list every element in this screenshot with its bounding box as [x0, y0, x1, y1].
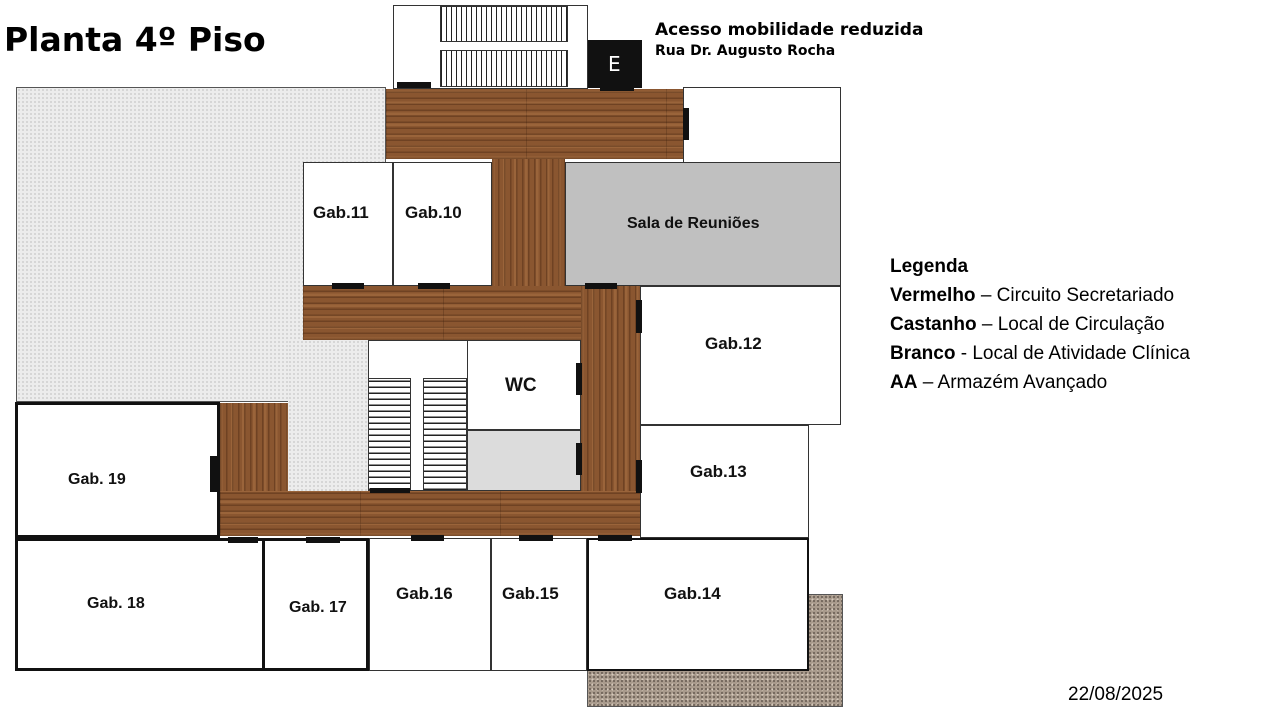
legend-text: Circuito Secretariado	[996, 285, 1175, 306]
courtyard-inner	[288, 340, 368, 492]
legend-key: AA	[890, 372, 918, 393]
label-wc: WC	[505, 375, 537, 396]
legend-text: Armazém Avançado	[937, 372, 1108, 393]
door-gab12	[636, 300, 642, 333]
room-gab14	[587, 538, 809, 671]
door-gab10	[418, 283, 450, 289]
door-gab13	[636, 460, 642, 493]
door-center-stairs	[370, 488, 410, 493]
label-gab10: Gab.10	[405, 203, 462, 222]
room-gab16	[369, 538, 491, 671]
room-gab11	[303, 162, 393, 286]
door-gab18	[228, 537, 258, 543]
top-stairs-lower	[440, 50, 568, 87]
label-gab18: Gab. 18	[87, 595, 145, 612]
legend-sep: –	[917, 372, 938, 393]
label-gab17: Gab. 17	[289, 599, 347, 616]
elevator-label: E	[608, 52, 621, 76]
legend-key: Vermelho	[890, 285, 976, 306]
page-title: Planta 4º Piso	[4, 20, 266, 59]
door-gab16	[411, 535, 444, 541]
door-gab15	[519, 535, 553, 541]
legend-sep: -	[955, 343, 973, 364]
access-line1: Acesso mobilidade reduzida	[655, 20, 924, 40]
corridor-bottom	[220, 491, 640, 536]
legend-item-vermelho	[890, 285, 1174, 307]
legend-key: Castanho	[890, 314, 977, 335]
door-stairwell	[397, 82, 431, 88]
label-gab16: Gab.16	[396, 584, 453, 603]
legend-text: Local de Circulação	[997, 314, 1165, 335]
legend-item-branco	[890, 343, 1190, 365]
date-label: 22/08/2025	[1068, 684, 1164, 705]
door-wc	[576, 363, 582, 395]
corridor-vertical-center	[492, 159, 565, 287]
legend-sep: –	[976, 314, 998, 335]
door-wc-lower	[576, 443, 582, 475]
door-gab17	[306, 537, 340, 543]
room-wc-lower	[467, 430, 581, 491]
access-line2: Rua Dr. Augusto Rocha	[655, 43, 836, 59]
door-elevator	[600, 85, 634, 91]
center-stairs-left	[368, 378, 411, 491]
door-top-right	[683, 108, 689, 140]
legend-heading-text: Legenda	[890, 256, 969, 277]
room-gab19	[15, 402, 220, 538]
legend-heading	[890, 256, 968, 278]
label-gab13: Gab.13	[690, 462, 747, 481]
label-gab15: Gab.15	[502, 584, 559, 603]
room-gab12	[640, 286, 841, 425]
corridor-top	[386, 89, 683, 159]
center-stairs-right	[423, 378, 467, 491]
legend-key: Branco	[890, 343, 956, 364]
label-gab19: Gab. 19	[68, 471, 126, 488]
top-stairs-upper	[440, 6, 568, 42]
door-gab14	[598, 535, 632, 541]
door-gab11	[332, 283, 364, 289]
legend-item-aa	[890, 372, 1107, 394]
legend-item-castanho	[890, 314, 1165, 336]
legend-text: Local de Atividade Clínica	[972, 343, 1190, 364]
label-gab12: Gab.12	[705, 334, 762, 353]
label-gab11: Gab.11	[313, 203, 369, 222]
door-gab19	[210, 456, 218, 492]
room-gab15	[491, 538, 587, 671]
legend-sep: –	[975, 285, 997, 306]
room-gab10	[393, 162, 492, 286]
door-sala-reunioes	[585, 283, 617, 289]
label-gab14: Gab.14	[664, 584, 721, 603]
label-sala-reunioes: Sala de Reuniões	[627, 215, 760, 232]
room-top-right	[683, 87, 841, 163]
